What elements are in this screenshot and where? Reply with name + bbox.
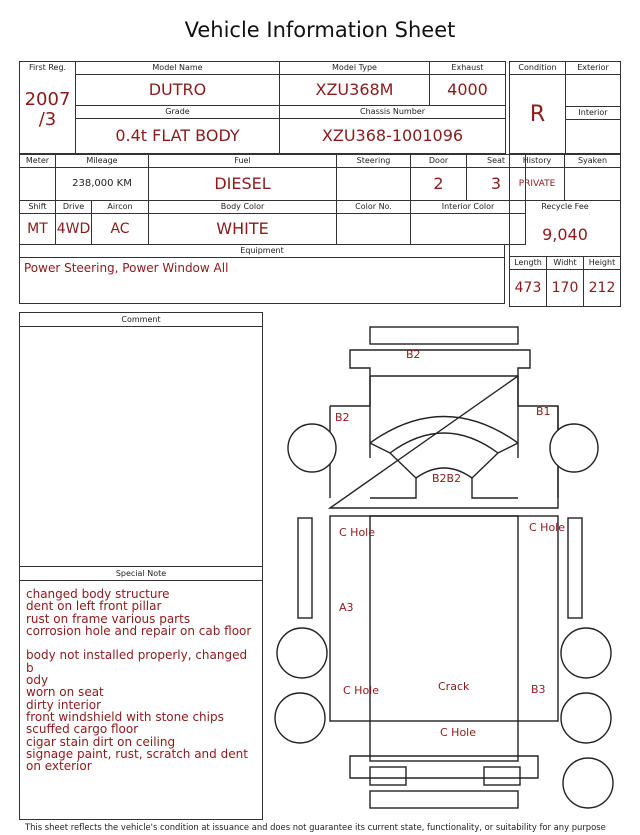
side-wheel-left — [298, 518, 312, 618]
mark-c-hole-left-upper: C Hole — [339, 526, 376, 539]
body-color-value: WHITE — [216, 219, 269, 238]
mark-crack: Crack — [438, 680, 470, 693]
equipment-table — [19, 244, 505, 304]
condition-header: Condition — [518, 63, 557, 72]
wheel-rear-left — [275, 693, 325, 743]
model-name-value: DUTRO — [148, 80, 207, 99]
aircon-value: AC — [110, 221, 130, 237]
height-value: 212 — [588, 280, 616, 296]
wheel-front-left — [288, 424, 336, 472]
model-type-header: Model Type — [332, 63, 377, 72]
windshield — [370, 417, 518, 444]
color-no-header: Color No. — [355, 202, 392, 211]
condition-value: R — [529, 101, 546, 127]
aircon-header: Aircon — [107, 202, 133, 211]
page-title: Vehicle Information Sheet — [184, 18, 456, 42]
body-color-header: Body Color — [220, 202, 265, 211]
mark-b2-top: B2 — [406, 348, 421, 361]
comment-box — [19, 312, 263, 820]
rear-bumper — [370, 791, 518, 808]
recycle-fee-value: 9,040 — [542, 225, 588, 244]
shift-header: Shift — [28, 202, 47, 211]
width-header: Widht — [553, 258, 577, 267]
history-table — [509, 154, 621, 307]
door-header: Door — [428, 156, 449, 165]
side-wheel-right — [568, 518, 582, 618]
wheel-mid-right — [561, 628, 611, 678]
history-header: History — [522, 156, 552, 165]
recycle-fee-header: Recycle Fee — [541, 202, 589, 211]
mark-c-hole-right-upper: C Hole — [529, 521, 566, 534]
fuel-header: Fuel — [234, 156, 251, 165]
first-reg-header: First Reg. — [28, 63, 67, 72]
truck-damage-diagram — [268, 318, 628, 818]
length-header: Length — [514, 258, 542, 267]
mileage-value: 238,000 KM — [72, 178, 132, 189]
grade-value: 0.4t FLAT BODY — [115, 126, 240, 145]
front-grille — [350, 350, 530, 376]
mark-c-hole-bottom: C Hole — [440, 726, 477, 739]
first-reg-cell — [20, 62, 76, 154]
drive-header: Drive — [62, 202, 85, 211]
vehicle-details-table — [19, 154, 526, 245]
mark-b2-left: B2 — [335, 411, 350, 424]
model-type-value: XZU368M — [315, 80, 394, 99]
special-note-header-bar — [20, 566, 262, 581]
special-note-text: changed body structure dent on left front pillar rust on frame various parts corrosion hole and repair on cab floor body not installed properly, changed b ody worn on seat dirty interior front windshield with stone chips scuffed cargo floor cigar stain dirt on ceiling signage paint, rust, scratch and dent on exterior — [26, 587, 252, 774]
model-name-header: Model Name — [152, 63, 203, 72]
syaken-header: Syaken — [577, 156, 608, 165]
chassis-value: XZU368-1001096 — [321, 126, 464, 145]
first-reg-month: /3 — [38, 109, 57, 130]
door-value: 2 — [433, 174, 444, 193]
fuel-value: DIESEL — [214, 174, 271, 193]
mark-b3: B3 — [531, 683, 546, 696]
wheel-spare — [563, 758, 613, 808]
seat-value: 3 — [490, 174, 502, 193]
drive-value: 4WD — [56, 221, 91, 237]
wheel-rear-right — [561, 693, 611, 743]
mark-b2b2: B2B2 — [432, 472, 462, 485]
cab-outline — [330, 376, 558, 508]
shift-value: MT — [27, 221, 48, 237]
steering-header: Steering — [356, 156, 391, 165]
mileage-header: Mileage — [86, 156, 118, 165]
mark-b1: B1 — [536, 405, 551, 418]
frame-rail — [370, 516, 518, 761]
equipment-value: Power Steering, Power Window All — [24, 261, 229, 275]
equipment-header: Equipment — [240, 246, 284, 255]
chassis-header: Chassis Number — [360, 107, 425, 116]
mark-a3: A3 — [339, 601, 354, 614]
length-value: 473 — [514, 280, 542, 296]
wheel-mid-left — [277, 628, 327, 678]
interior-color-header: Interior Color — [441, 202, 495, 211]
grade-header: Grade — [165, 107, 190, 116]
interior-header: Interior — [578, 108, 608, 117]
condition-table — [509, 61, 621, 154]
history-value: PRIVATE — [518, 179, 556, 189]
special-note-header: Special Note — [115, 569, 167, 578]
meter-header: Meter — [25, 156, 50, 165]
vehicle-info-table — [19, 61, 506, 154]
footer-disclaimer: This sheet reflects the vehicle's condition at issuance and does not guarantee its current state, functionality, or suitability for any purpose — [25, 822, 606, 832]
seat-header: Seat — [486, 156, 506, 165]
wheel-front-right — [550, 424, 598, 472]
mark-c-hole-left-lower: C Hole — [343, 684, 380, 697]
exterior-header: Exterior — [577, 63, 609, 72]
width-value: 170 — [551, 280, 579, 296]
front-bumper — [370, 327, 518, 344]
height-header: Height — [588, 258, 616, 267]
comment-header: Comment — [20, 313, 262, 327]
exhaust-header: Exhaust — [451, 63, 484, 72]
first-reg-year: 2007 — [24, 89, 71, 110]
exhaust-value: 4000 — [447, 80, 488, 99]
